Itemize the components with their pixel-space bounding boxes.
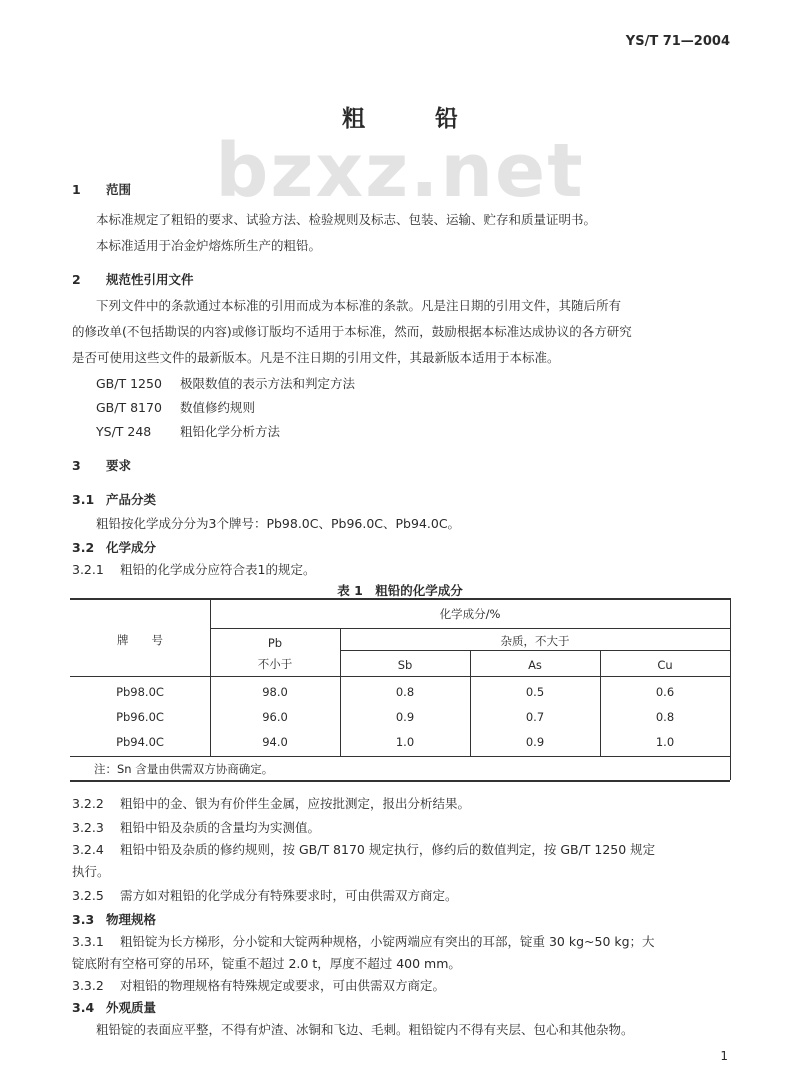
- section-3-4-heading: 3.4 外观质量: [72, 1000, 157, 1015]
- table-header-as: As: [528, 658, 542, 672]
- section-1-heading: 1 范围: [72, 182, 132, 197]
- section-2-heading: 2 规范性引用文件: [72, 272, 194, 287]
- table-cell-as: 0.7: [525, 710, 545, 724]
- table-cell-cu: 0.8: [655, 710, 675, 724]
- section-3-4-paragraph: 粗铅锭的表面应平整，不得有炉渣、冰铜和飞边、毛刺。粗铅锭内不得有夹层、包心和其他杂物。: [96, 1022, 634, 1037]
- table-header-chem: 化学成分/%: [439, 607, 501, 621]
- section-3-3-2-text: 3.3.2 对粗铅的物理规格有特殊规定或要求，可由供需双方商定。: [72, 978, 446, 993]
- section-2-paragraph-line-3: 是否可使用这些文件的最新版本。凡是不注日期的引用文件，其最新版本适用于本标准。: [72, 350, 560, 365]
- table-header-impurity: 杂质，不大于: [500, 634, 570, 648]
- table-cell-pb: 96.0: [262, 710, 288, 724]
- composition-table: [70, 598, 730, 780]
- reference-item: GB/T 1250 极限数值的表示方法和判定方法: [96, 376, 356, 391]
- table-cell-sb: 0.9: [395, 710, 415, 724]
- section-3-2-3-text: 3.2.3 粗铅中铅及杂质的含量均为实测值。: [72, 820, 321, 835]
- table-header-sb: Sb: [397, 658, 413, 672]
- table-note: 注：Sn 含量由供需双方协商确定。: [94, 762, 274, 776]
- watermark: bzxz.net: [215, 128, 585, 214]
- table-header-grade: 牌 号: [117, 633, 163, 647]
- section-3-1-heading: 3.1 产品分类: [72, 492, 157, 507]
- table-caption: 表 1 粗铅的化学成分: [337, 583, 463, 598]
- table-header-pb-min: 不小于: [257, 657, 293, 671]
- reference-item: GB/T 8170 数值修约规则: [96, 400, 256, 415]
- standard-code: YS/T 71—2004: [625, 34, 730, 49]
- section-3-3-1-text-line-1: 3.3.1 粗铅锭为长方梯形，分小锭和大锭两种规格，小锭两端应有突出的耳部，锭重 30 kg~50 kg；大: [72, 934, 655, 949]
- table-cell-pb: 98.0: [262, 685, 288, 699]
- section-3-3-1-text-line-2: 锭底附有空格可穿的吊环，锭重不超过 2.0 t，厚度不超过 400 mm。: [72, 956, 461, 971]
- table-cell-as: 0.5: [525, 685, 545, 699]
- table-cell-grade: Pb96.0C: [116, 710, 164, 724]
- table-cell-as: 0.9: [525, 735, 545, 749]
- section-3-heading: 3 要求: [72, 458, 132, 473]
- table-cell-pb: 94.0: [262, 735, 288, 749]
- reference-item: YS/T 248 粗铅化学分析方法: [96, 424, 281, 439]
- table-cell-grade: Pb94.0C: [116, 735, 164, 749]
- page-number: 1: [720, 1049, 728, 1063]
- section-3-2-2-text: 3.2.2 粗铅中的金、银为有价伴生金属，应按批测定，报出分析结果。: [72, 796, 471, 811]
- section-3-2-4-text-line-2: 执行。: [72, 864, 110, 879]
- section-3-2-1-text: 3.2.1 粗铅的化学成分应符合表1的规定。: [72, 562, 316, 577]
- table-cell-cu: 1.0: [655, 735, 675, 749]
- table-cell-sb: 0.8: [395, 685, 415, 699]
- table-header-cu: Cu: [657, 658, 673, 672]
- section-3-2-5-text: 3.2.5 需方如对粗铅的化学成分有特殊要求时，可由供需双方商定。: [72, 888, 458, 903]
- table-cell-grade: Pb98.0C: [116, 685, 164, 699]
- table-header-pb: Pb: [267, 636, 283, 650]
- page-title: 粗铅: [342, 106, 528, 132]
- section-1-paragraph-2: 本标准适用于冶金炉熔炼所生产的粗铅。: [96, 238, 322, 253]
- section-3-2-4-text-line-1: 3.2.4 粗铅中铅及杂质的修约规则，按 GB/T 8170 规定执行，修约后的数值判定，按 GB/T 1250 规定: [72, 842, 656, 857]
- section-1-paragraph-1: 本标准规定了粗铅的要求、试验方法、检验规则及标志、包装、运输、贮存和质量证明书。: [96, 212, 597, 227]
- section-2-paragraph-line-1: 下列文件中的条款通过本标准的引用而成为本标准的条款。凡是注日期的引用文件，其随后所有: [96, 298, 622, 313]
- table-cell-cu: 0.6: [655, 685, 675, 699]
- section-3-2-heading: 3.2 化学成分: [72, 540, 157, 555]
- table-cell-sb: 1.0: [395, 735, 415, 749]
- section-2-paragraph-line-2: 的修改单(不包括勘误的内容)或修订版均不适用于本标准，然而，鼓励根据本标准达成协议的各方研究: [72, 324, 632, 339]
- section-3-3-heading: 3.3 物理规格: [72, 912, 157, 927]
- section-3-1-paragraph: 粗铅按化学成分分为3个牌号：Pb98.0C、Pb96.0C、Pb94.0C。: [96, 516, 461, 531]
